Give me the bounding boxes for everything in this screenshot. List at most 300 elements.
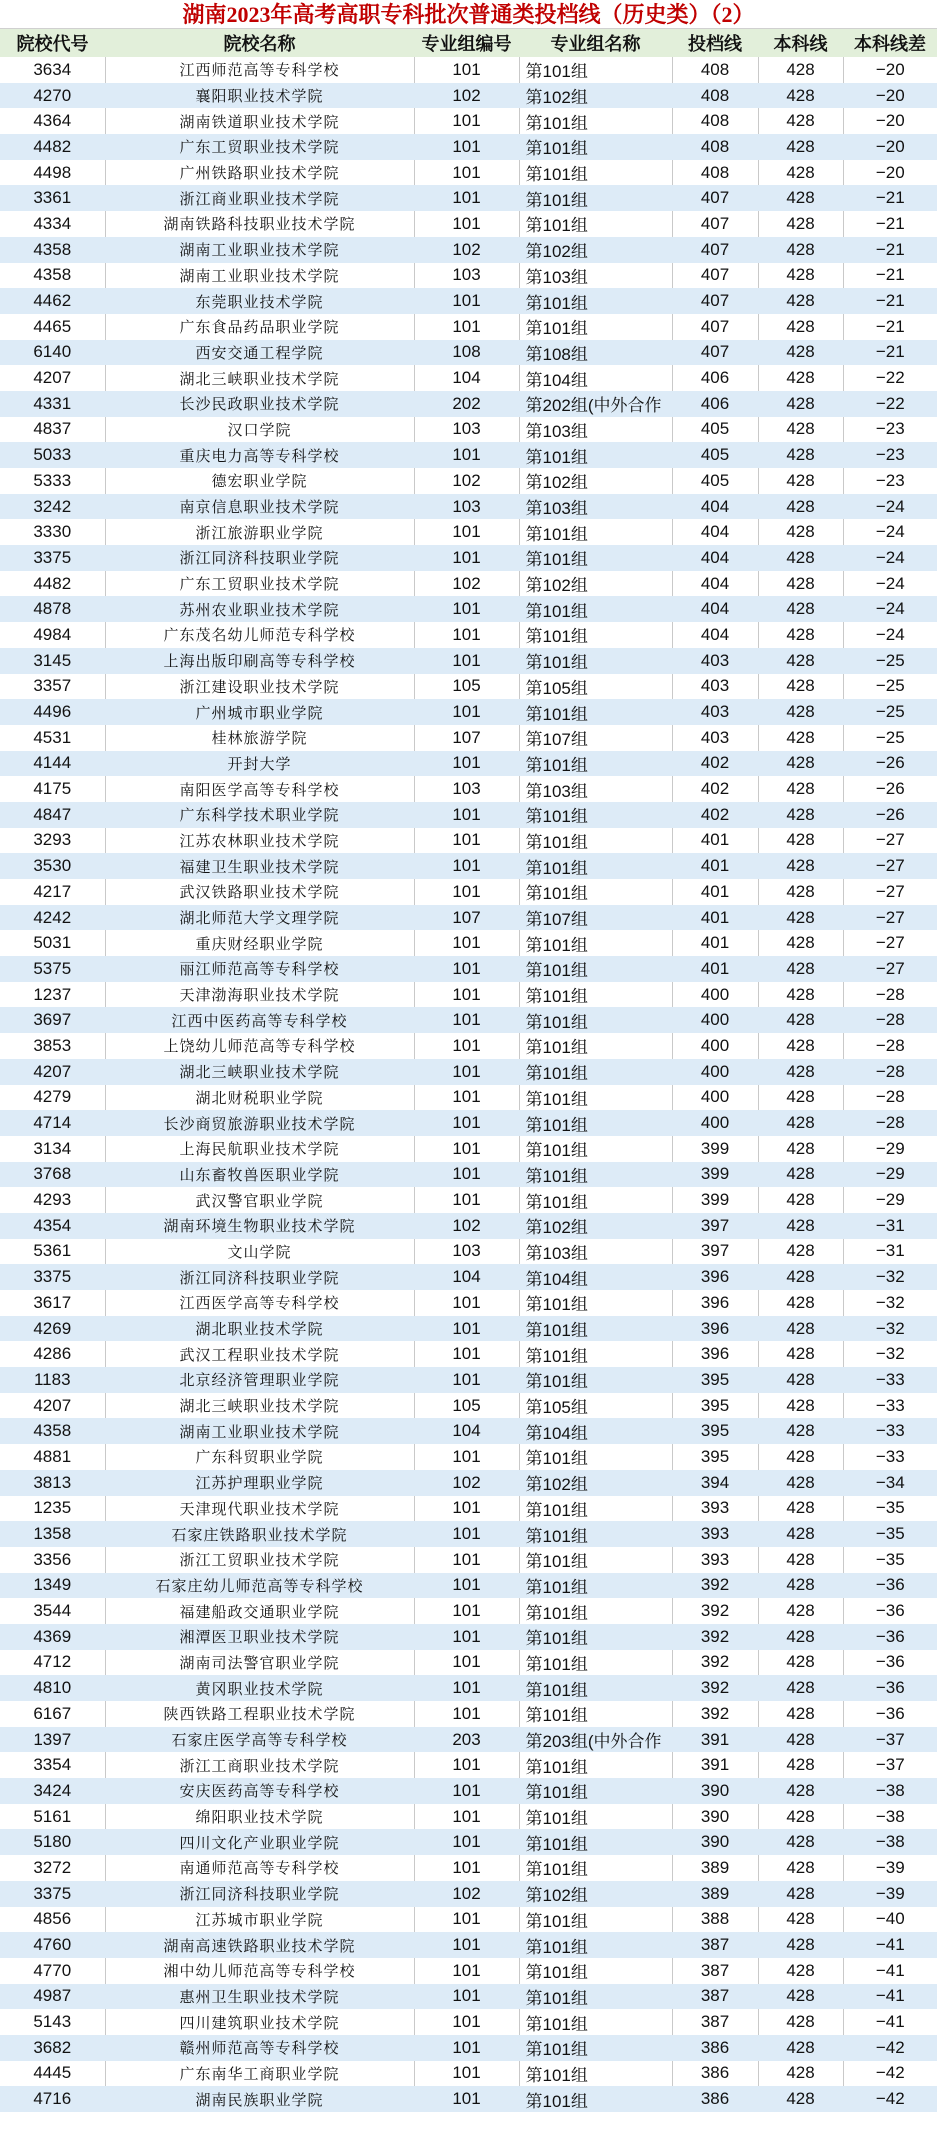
header-group-code: 专业组编号 — [414, 29, 519, 57]
line-diff: −21 — [843, 314, 937, 340]
school-code: 4364 — [33, 111, 72, 131]
school-name: 广州城市职业学院 — [105, 699, 414, 725]
table-row — [0, 83, 937, 109]
line-diff: −24 — [843, 596, 937, 622]
undergrad-line: 428 — [758, 2061, 843, 2087]
group-code: 101 — [414, 134, 519, 160]
undergrad-line: 428 — [758, 442, 843, 468]
cutoff-score: 395 — [672, 1418, 758, 1444]
table-row — [0, 596, 937, 622]
school-name: 浙江同济科技职业学院 — [105, 1881, 414, 1907]
line-diff: −26 — [843, 802, 937, 828]
group-code: 101 — [414, 108, 519, 134]
line-diff: −25 — [843, 674, 937, 700]
group-name: 第101组 — [519, 1855, 672, 1881]
undergrad-line: 428 — [758, 1213, 843, 1239]
undergrad-line: 428 — [758, 1727, 843, 1753]
group-name: 第101组 — [519, 1650, 672, 1676]
school-code: 3530 — [0, 853, 105, 879]
school-code: 1183 — [0, 1367, 105, 1393]
line-diff: −26 — [843, 776, 937, 802]
undergrad-line: 428 — [758, 596, 843, 622]
cutoff-score: 390 — [672, 1829, 758, 1855]
undergrad-line: 428 — [758, 828, 843, 854]
table-row — [0, 930, 937, 956]
group-code: 101 — [414, 2061, 519, 2087]
undergrad-line: 428 — [758, 288, 843, 314]
cutoff-score: 405 — [672, 417, 758, 443]
group-name: 第101组 — [519, 1829, 672, 1855]
table-row — [0, 1059, 937, 1085]
table-row — [0, 1470, 937, 1496]
school-name: 湖北财税职业学院 — [105, 1085, 414, 1111]
group-code: 101 — [414, 1701, 519, 1727]
table-row — [0, 494, 937, 520]
school-code: 3357 — [33, 676, 72, 696]
school-code: 4714 — [0, 1110, 105, 1136]
group-name: 第105组 — [519, 674, 672, 700]
group-code: 101 — [414, 982, 519, 1008]
group-name: 第101组 — [519, 699, 672, 725]
group-code: 101 — [414, 1444, 519, 1470]
group-name: 第107组 — [519, 725, 672, 751]
undergrad-line: 428 — [758, 1239, 843, 1265]
school-name: 湖北职业技术学院 — [105, 1316, 414, 1342]
table-row — [0, 982, 937, 1008]
school-name: 湘潭医卫职业技术学院 — [105, 1624, 414, 1650]
group-code: 103 — [414, 494, 519, 520]
school-code: 4810 — [0, 1675, 105, 1701]
school-code: 4462 — [0, 288, 105, 314]
school-code: 4482 — [0, 134, 105, 160]
school-code: 4837 — [33, 419, 72, 439]
school-name: 四川建筑职业技术学院 — [105, 2009, 414, 2035]
line-diff: −24 — [843, 494, 937, 520]
line-diff: −35 — [843, 1496, 937, 1522]
school-name: 湖南司法警官职业学院 — [105, 1650, 414, 1676]
group-code: 101 — [414, 622, 519, 648]
school-name: 丽江师范高等专科学校 — [105, 956, 414, 982]
cutoff-score: 399 — [672, 1136, 758, 1162]
line-diff: −21 — [843, 211, 937, 237]
school-code: 5161 — [33, 1806, 72, 1826]
school-name: 湖北三峡职业技术学院 — [105, 1059, 414, 1085]
group-code: 107 — [414, 905, 519, 931]
undergrad-line: 428 — [758, 1650, 843, 1676]
table-row — [0, 1316, 937, 1342]
table-row — [0, 519, 937, 545]
school-name: 湖南工业职业技术学院 — [105, 237, 414, 263]
header-line-diff: 本科线差 — [843, 29, 937, 57]
undergrad-line: 428 — [758, 160, 843, 186]
undergrad-line: 428 — [758, 340, 843, 366]
school-name: 浙江工商职业技术学院 — [105, 1752, 414, 1778]
undergrad-line: 428 — [758, 57, 843, 83]
undergrad-line: 428 — [758, 1855, 843, 1881]
school-name: 浙江工贸职业技术学院 — [105, 1547, 414, 1573]
school-code: 3768 — [0, 1162, 105, 1188]
cutoff-score: 400 — [672, 1007, 758, 1033]
school-name: 襄阳职业技术学院 — [105, 83, 414, 109]
group-code: 101 — [414, 1907, 519, 1933]
table-row — [0, 1085, 937, 1111]
table-row — [0, 1367, 937, 1393]
group-code: 103 — [414, 1239, 519, 1265]
cutoff-score: 408 — [672, 134, 758, 160]
school-code: 5180 — [0, 1829, 105, 1855]
cutoff-score: 395 — [672, 1393, 758, 1419]
group-code: 101 — [414, 1085, 519, 1111]
line-diff: −23 — [843, 417, 937, 443]
undergrad-line: 428 — [758, 1110, 843, 1136]
group-name: 第108组 — [519, 340, 672, 366]
undergrad-line: 428 — [758, 930, 843, 956]
group-code: 101 — [414, 57, 519, 83]
table-row — [0, 622, 937, 648]
group-name: 第101组 — [519, 1701, 672, 1727]
group-code: 101 — [414, 648, 519, 674]
table-row — [0, 2009, 937, 2035]
cutoff-score: 404 — [672, 596, 758, 622]
table-row — [0, 1675, 937, 1701]
table-row — [0, 853, 937, 879]
school-code: 4770 — [33, 1960, 72, 1980]
undergrad-line: 428 — [758, 905, 843, 931]
school-name: 湖南工业职业技术学院 — [105, 1418, 414, 1444]
school-name: 开封大学 — [105, 751, 414, 777]
undergrad-line: 428 — [758, 853, 843, 879]
table-row — [0, 776, 937, 802]
group-code: 101 — [414, 1855, 519, 1881]
cutoff-score: 401 — [672, 930, 758, 956]
table-row — [0, 237, 937, 263]
cutoff-score: 405 — [672, 442, 758, 468]
table-row — [0, 1804, 937, 1830]
cutoff-score: 407 — [672, 263, 758, 289]
school-code: 5033 — [0, 442, 105, 468]
school-name: 重庆电力高等专科学校 — [105, 442, 414, 468]
line-diff: −28 — [843, 1085, 937, 1111]
group-name: 第101组 — [519, 1521, 672, 1547]
cutoff-score: 401 — [672, 956, 758, 982]
group-name: 第101组 — [519, 1932, 672, 1958]
table-row — [0, 699, 937, 725]
school-code: 4331 — [0, 391, 105, 417]
school-name: 江苏护理职业学院 — [105, 1470, 414, 1496]
school-code: 3617 — [33, 1292, 72, 1312]
school-name: 长沙民政职业技术学院 — [105, 391, 414, 417]
group-code: 101 — [414, 699, 519, 725]
group-name: 第103组 — [519, 776, 672, 802]
line-diff: −35 — [843, 1547, 937, 1573]
table-row — [0, 1213, 937, 1239]
cutoff-score: 402 — [672, 802, 758, 828]
cutoff-score: 404 — [672, 494, 758, 520]
table-row — [0, 674, 937, 700]
table-row — [0, 391, 937, 417]
table-row — [0, 828, 937, 854]
group-name: 第101组 — [519, 1341, 672, 1367]
school-name: 天津现代职业技术学院 — [105, 1496, 414, 1522]
undergrad-line: 428 — [758, 545, 843, 571]
line-diff: −27 — [843, 879, 937, 905]
table-row — [0, 263, 937, 289]
group-name: 第101组 — [519, 1907, 672, 1933]
group-code: 101 — [414, 1496, 519, 1522]
line-diff: −32 — [843, 1316, 937, 1342]
school-code: 4496 — [0, 699, 105, 725]
cutoff-score: 390 — [672, 1778, 758, 1804]
line-diff: −20 — [843, 83, 937, 109]
school-name: 石家庄医学高等专科学校 — [105, 1727, 414, 1753]
group-name: 第101组 — [519, 1059, 672, 1085]
school-code: 4293 — [33, 1190, 72, 1210]
school-name: 浙江同济科技职业学院 — [105, 1264, 414, 1290]
school-name: 湘中幼儿师范高等专科学校 — [105, 1958, 414, 1984]
undergrad-line: 428 — [758, 982, 843, 1008]
school-name: 湖南高速铁路职业技术学院 — [105, 1932, 414, 1958]
cutoff-score: 407 — [672, 340, 758, 366]
admission-score-table — [0, 29, 937, 2112]
line-diff: −29 — [843, 1136, 937, 1162]
group-name: 第104组 — [519, 1264, 672, 1290]
cutoff-score: 392 — [672, 1701, 758, 1727]
line-diff: −28 — [843, 1033, 937, 1059]
undergrad-line: 428 — [758, 571, 843, 597]
cutoff-score: 406 — [672, 365, 758, 391]
header-cutoff-score: 投档线 — [672, 29, 758, 57]
group-name: 第101组 — [519, 751, 672, 777]
school-name: 广东科学技术职业学院 — [105, 802, 414, 828]
cutoff-score: 392 — [672, 1624, 758, 1650]
school-name: 上饶幼儿师范高等专科学校 — [105, 1033, 414, 1059]
table-row — [0, 1290, 937, 1316]
line-diff: −24 — [843, 571, 937, 597]
group-code: 101 — [414, 828, 519, 854]
undergrad-line: 428 — [758, 956, 843, 982]
table-row — [0, 2086, 937, 2112]
undergrad-line: 428 — [758, 1521, 843, 1547]
line-diff: −28 — [843, 982, 937, 1008]
undergrad-line: 428 — [758, 1033, 843, 1059]
cutoff-score: 397 — [672, 1213, 758, 1239]
undergrad-line: 428 — [758, 1547, 843, 1573]
cutoff-score: 386 — [672, 2061, 758, 2087]
cutoff-score: 395 — [672, 1444, 758, 1470]
school-name: 安庆医药高等专科学校 — [105, 1778, 414, 1804]
undergrad-line: 428 — [758, 2086, 843, 2112]
line-diff: −38 — [843, 1778, 937, 1804]
table-row — [0, 545, 937, 571]
table-row — [0, 1418, 937, 1444]
group-name: 第203组(中外合作 — [519, 1727, 672, 1753]
school-name: 上海民航职业技术学院 — [105, 1136, 414, 1162]
cutoff-score: 404 — [672, 545, 758, 571]
cutoff-score: 402 — [672, 776, 758, 802]
school-code: 3682 — [0, 2035, 105, 2061]
table-row — [0, 1881, 937, 1907]
table-row — [0, 160, 937, 186]
table-row — [0, 1907, 937, 1933]
table-row — [0, 1984, 937, 2010]
group-code: 101 — [414, 596, 519, 622]
school-name: 广东工贸职业技术学院 — [105, 571, 414, 597]
table-row — [0, 185, 937, 211]
header-undergrad-line: 本科线 — [758, 29, 843, 57]
table-row — [0, 1727, 937, 1753]
undergrad-line: 428 — [758, 1598, 843, 1624]
school-code: 3375 — [0, 1881, 105, 1907]
school-code: 3375 — [0, 545, 105, 571]
school-name: 江西师范高等专科学校 — [105, 57, 414, 83]
table-row — [0, 956, 937, 982]
cutoff-score: 392 — [672, 1650, 758, 1676]
school-name: 南京信息职业技术学院 — [105, 494, 414, 520]
cutoff-score: 386 — [672, 2086, 758, 2112]
group-name: 第101组 — [519, 1136, 672, 1162]
header-group-name: 专业组名称 — [519, 29, 672, 57]
cutoff-score: 406 — [672, 391, 758, 417]
undergrad-line: 428 — [758, 1085, 843, 1111]
group-code: 101 — [414, 1573, 519, 1599]
school-code: 6167 — [33, 1703, 72, 1723]
undergrad-line: 428 — [758, 468, 843, 494]
table-row — [0, 1136, 937, 1162]
school-code: 4856 — [33, 1909, 72, 1929]
group-name: 第101组 — [519, 1984, 672, 2010]
undergrad-line: 428 — [758, 314, 843, 340]
table-row — [0, 1162, 937, 1188]
school-code: 4760 — [0, 1932, 105, 1958]
cutoff-score: 389 — [672, 1881, 758, 1907]
school-name: 广东食品药品职业学院 — [105, 314, 414, 340]
cutoff-score: 400 — [672, 1059, 758, 1085]
group-code: 103 — [414, 417, 519, 443]
group-name: 第101组 — [519, 1752, 672, 1778]
school-code: 3134 — [33, 1138, 72, 1158]
undergrad-line: 428 — [758, 1444, 843, 1470]
line-diff: −27 — [843, 905, 937, 931]
group-code: 102 — [414, 237, 519, 263]
undergrad-line: 428 — [758, 1418, 843, 1444]
undergrad-line: 428 — [758, 1624, 843, 1650]
table-title: 湖南2023年高考高职专科批次普通类投档线（历史类）（2） — [0, 0, 937, 29]
group-name: 第101组 — [519, 1290, 672, 1316]
undergrad-line: 428 — [758, 2009, 843, 2035]
cutoff-score: 400 — [672, 982, 758, 1008]
school-name: 绵阳职业技术学院 — [105, 1804, 414, 1830]
undergrad-line: 428 — [758, 1675, 843, 1701]
table-row — [0, 134, 937, 160]
group-code: 102 — [414, 571, 519, 597]
school-name: 广东工贸职业技术学院 — [105, 134, 414, 160]
school-code: 4207 — [33, 1395, 72, 1415]
table-row — [0, 1778, 937, 1804]
group-code: 101 — [414, 519, 519, 545]
group-code: 101 — [414, 1290, 519, 1316]
group-name: 第101组 — [519, 160, 672, 186]
group-name: 第101组 — [519, 1624, 672, 1650]
school-name: 武汉工程职业技术学院 — [105, 1341, 414, 1367]
school-name: 苏州农业职业技术学院 — [105, 596, 414, 622]
school-name: 浙江同济科技职业学院 — [105, 545, 414, 571]
school-name: 江西中医药高等专科学校 — [105, 1007, 414, 1033]
line-diff: −20 — [843, 108, 937, 134]
school-code: 4242 — [0, 905, 105, 931]
cutoff-score: 388 — [672, 1907, 758, 1933]
group-name: 第101组 — [519, 1367, 672, 1393]
cutoff-score: 400 — [672, 1110, 758, 1136]
school-name: 桂林旅游学院 — [105, 725, 414, 751]
undergrad-line: 428 — [758, 1187, 843, 1213]
group-name: 第101组 — [519, 57, 672, 83]
undergrad-line: 428 — [758, 1264, 843, 1290]
school-name: 湖南工业职业技术学院 — [105, 263, 414, 289]
group-name: 第101组 — [519, 185, 672, 211]
school-code: 3634 — [33, 59, 72, 79]
school-name: 惠州卫生职业技术学院 — [105, 1984, 414, 2010]
cutoff-score: 389 — [672, 1855, 758, 1881]
table-row — [0, 442, 937, 468]
line-diff: −39 — [843, 1855, 937, 1881]
table-row — [0, 1521, 937, 1547]
line-diff: −25 — [843, 648, 937, 674]
group-code: 101 — [414, 1984, 519, 2010]
group-name: 第101组 — [519, 1033, 672, 1059]
group-name: 第101组 — [519, 1187, 672, 1213]
undergrad-line: 428 — [758, 1341, 843, 1367]
cutoff-score: 404 — [672, 519, 758, 545]
school-name: 武汉铁路职业技术学院 — [105, 879, 414, 905]
cutoff-score: 400 — [672, 1033, 758, 1059]
group-name: 第101组 — [519, 1804, 672, 1830]
table-row — [0, 2061, 937, 2087]
school-name: 陕西铁路工程职业技术学院 — [105, 1701, 414, 1727]
group-code: 101 — [414, 751, 519, 777]
line-diff: −24 — [843, 519, 937, 545]
school-name: 石家庄铁路职业技术学院 — [105, 1521, 414, 1547]
school-name: 德宏职业学院 — [105, 468, 414, 494]
group-code: 101 — [414, 2086, 519, 2112]
school-name: 黄冈职业技术学院 — [105, 1675, 414, 1701]
group-name: 第101组 — [519, 442, 672, 468]
group-code: 105 — [414, 1393, 519, 1419]
table-row — [0, 365, 937, 391]
group-code: 108 — [414, 340, 519, 366]
group-code: 101 — [414, 1650, 519, 1676]
group-code: 101 — [414, 1162, 519, 1188]
table-row — [0, 725, 937, 751]
cutoff-score: 408 — [672, 160, 758, 186]
group-name: 第102组 — [519, 83, 672, 109]
undergrad-line: 428 — [758, 83, 843, 109]
undergrad-line: 428 — [758, 1367, 843, 1393]
undergrad-line: 428 — [758, 185, 843, 211]
undergrad-line: 428 — [758, 1393, 843, 1419]
table-row — [0, 1496, 937, 1522]
group-code: 103 — [414, 776, 519, 802]
group-code: 102 — [414, 1213, 519, 1239]
group-name: 第101组 — [519, 1110, 672, 1136]
group-code: 102 — [414, 468, 519, 494]
cutoff-score: 390 — [672, 1804, 758, 1830]
group-name: 第202组(中外合作 — [519, 391, 672, 417]
school-name: 广东南华工商职业学院 — [105, 2061, 414, 2087]
school-code: 4881 — [33, 1446, 72, 1466]
cutoff-score: 407 — [672, 288, 758, 314]
school-code: 4712 — [33, 1652, 72, 1672]
undergrad-line: 428 — [758, 1573, 843, 1599]
